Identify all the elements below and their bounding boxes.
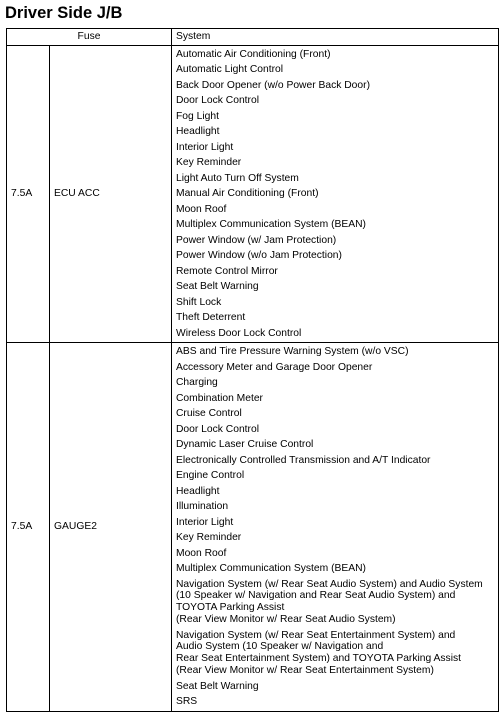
system-item: Theft Deterrent: [176, 312, 246, 323]
system-item-line: (Rear View Monitor w/ Rear Seat Audio System): [176, 613, 396, 625]
page-title: Driver Side J/B: [5, 4, 123, 22]
table-row: [7, 343, 499, 712]
system-list: [172, 343, 499, 712]
system-item: Manual Air Conditioning (Front): [176, 188, 319, 199]
system-item-line: (Rear View Monitor w/ Rear Seat Entertainment System): [176, 665, 434, 677]
system-item: [176, 628, 498, 679]
system-item: Interior Light: [176, 141, 234, 153]
system-item-line: Audio System (10 Speaker w/ Navigation and: [176, 641, 384, 653]
system-item: Charging: [176, 377, 218, 388]
system-list: [172, 45, 499, 343]
header-fuse: Fuse: [7, 29, 172, 46]
system-item-line: Navigation System (w/ Rear Seat Audio System) and Audio System: [176, 578, 483, 590]
system-item: Interior Light: [176, 516, 234, 528]
fuse-table: [6, 28, 499, 712]
system-item: Dynamic Laser Cruise Control: [176, 439, 314, 450]
system-item: Headlight: [176, 485, 220, 497]
system-item: Accessory Meter and Garage Door Opener: [176, 361, 373, 373]
system-item: Multiplex Communication System (BEAN): [176, 563, 366, 574]
system-item: Shift Lock: [176, 296, 222, 308]
system-item: Engine Control: [176, 470, 245, 481]
fuse-amperage: 7.5A: [7, 343, 50, 712]
system-item: Light Auto Turn Off System: [176, 172, 299, 184]
system-item-line: Rear Seat Entertainment System) and TOYOTA Parking Assist: [176, 653, 462, 665]
fuse-amperage: 7.5A: [7, 45, 50, 343]
system-item: Combination Meter: [176, 392, 263, 404]
system-item: Automatic Air Conditioning (Front): [176, 48, 331, 60]
system-item: Key Reminder: [176, 157, 242, 168]
system-item-line: (10 Speaker w/ Navigation and Rear Seat Audio System) and: [176, 590, 456, 602]
fuse-name: GAUGE2: [50, 343, 172, 712]
table-header-row: [7, 29, 499, 46]
system-item: Door Lock Control: [176, 423, 259, 435]
system-item: [176, 577, 498, 628]
system-item: Seat Belt Warning: [176, 281, 259, 292]
system-item: Cruise Control: [176, 408, 242, 419]
system-item-line: Navigation System (w/ Rear Seat Entertainment System) and: [176, 629, 456, 641]
system-item: Headlight: [176, 126, 220, 137]
system-item: Power Window (w/ Jam Protection): [176, 234, 337, 246]
header-system: System: [172, 29, 499, 46]
system-item: ABS and Tire Pressure Warning System (w/o VSC): [176, 346, 409, 357]
system-item: Fog Light: [176, 110, 219, 122]
system-item: Automatic Light Control: [176, 64, 284, 75]
system-item: Wireless Door Lock Control: [176, 327, 302, 339]
fuse-table-body: [7, 45, 499, 711]
system-item: Moon Roof: [176, 547, 227, 559]
system-item: Remote Control Mirror: [176, 265, 278, 277]
system-item: Electronically Controlled Transmission and A/T Indicator: [176, 454, 431, 466]
table-row: [7, 45, 499, 343]
system-item: Key Reminder: [176, 532, 242, 543]
system-item: Power Window (w/o Jam Protection): [176, 250, 342, 261]
system-item: Illumination: [176, 501, 229, 512]
system-item: Multiplex Communication System (BEAN): [176, 219, 366, 230]
system-item: Moon Roof: [176, 203, 227, 215]
system-item-line: TOYOTA Parking Assist: [176, 602, 285, 614]
system-item: Door Lock Control: [176, 95, 259, 106]
system-item: SRS: [176, 696, 198, 708]
system-item: Back Door Opener (w/o Power Back Door): [176, 79, 370, 91]
system-item: Seat Belt Warning: [176, 680, 259, 692]
fuse-name: ECU ACC: [50, 45, 172, 343]
